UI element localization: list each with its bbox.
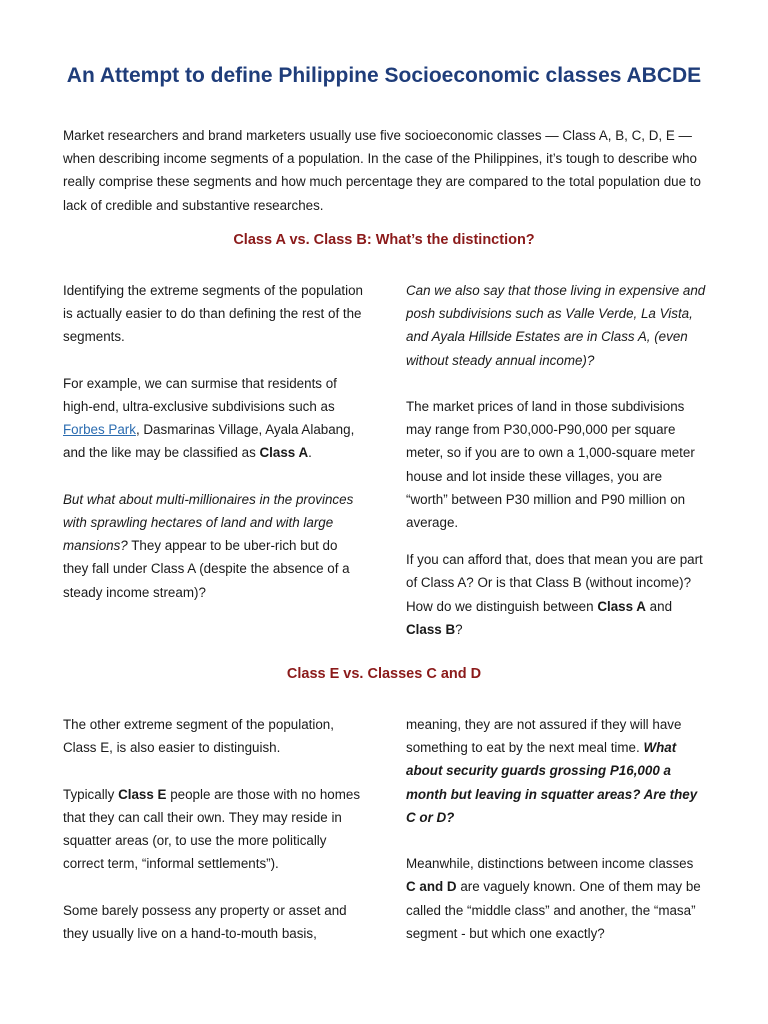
paragraph [63,488,363,604]
forbes-park-link[interactable]: Forbes Park [63,422,136,438]
text-span: and [645,598,673,614]
bold-text: Class B [406,621,456,637]
paragraph [406,279,706,372]
section2-left-column [63,713,363,968]
intro-paragraph: Market researchers and brand marketers usually use five socioeconomic classes — Class A, B, C, D, E — when describing income segments of a population. In the case of the Philippines, it’s tough to describe who really comprise these segments and how much percentage they are compared to the total population due to lack of credible and substantive researches. [63,128,701,213]
bold-italic-text: What about security guards grossing P16,000 a month but leaving in squatter areas? Are they C or D? [406,740,698,825]
paragraph: Some barely possess any property or asset and they usually live on a hand-to-mouth basis, [63,902,347,941]
paragraph: Identifying the extreme segments of the population is actually easier to do than defining the rest of the segments. [63,283,363,345]
paragraph: The other extreme segment of the population, Class E, is also easier to distinguish. [63,717,334,756]
text-span: are vaguely known. One of them may be called the “middle class” and another, the “masa” segment - but which one exactly? [406,879,701,941]
text-span: Typically [63,786,119,802]
section1-left-column [63,279,363,627]
text-span: people are those with no homes that they can call their own. They may reside in squatter areas (or, to use the more politically correct term, “informal settlements”). [63,786,361,872]
bold-text: Class A [259,445,309,461]
italic-text: Can we also say that those living in expensive and posh subdivisions such as Valle Verde, La Vista, and Ayala Hillside Estates are in Class A, (even without steady annual income)? [406,283,706,368]
section1-right-column [406,279,706,664]
text-span: . [308,445,312,461]
paragraph [406,548,706,641]
paragraph [406,852,706,945]
text-span: meaning, they are not assured if they will have something to eat by the next meal time. [406,717,682,756]
bold-text: Class A [597,598,646,614]
text-span: ? [455,621,463,637]
document-title: An Attempt to define Philippine Socioeconomic classes ABCDE [66,64,702,87]
section-heading-class-a-vs-b: Class A vs. Class B: What’s the distinction? [233,232,535,248]
italic-text: But what about multi-millionaires in the provinces with sprawling hectares of land and with large mansions? [63,491,354,554]
paragraph: The market prices of land in those subdivisions may range from P30,000-P90,000 per square meter, so if you are to own a 1,000-square meter house and lot inside these villages, you are “worth” between P30 million and P90 million on average. [406,399,695,531]
bold-text: Class E [118,786,167,802]
bold-text: C and D [406,879,457,895]
text-span: If you can afford that, does that mean you are part of Class A? Or is that Class B (without income)? How do we distinguish between [406,552,703,614]
text-span: They appear to be uber-rich but do they fall under Class A (despite the absence of a steady income stream)? [63,538,350,600]
text-span: , Dasmarinas Village, Ayala Alabang, and the like may be classified as [63,422,355,461]
paragraph [406,713,706,829]
section-heading-class-e-vs-c-d: Class E vs. Classes C and D [286,666,482,682]
text-span: Meanwhile, distinctions between income classes [406,856,694,872]
text-span: For example, we can surmise that residents of high-end, ultra-exclusive subdivisions such as [63,375,337,414]
section2-right-column [406,713,706,968]
paragraph [63,372,363,465]
paragraph [63,783,363,876]
